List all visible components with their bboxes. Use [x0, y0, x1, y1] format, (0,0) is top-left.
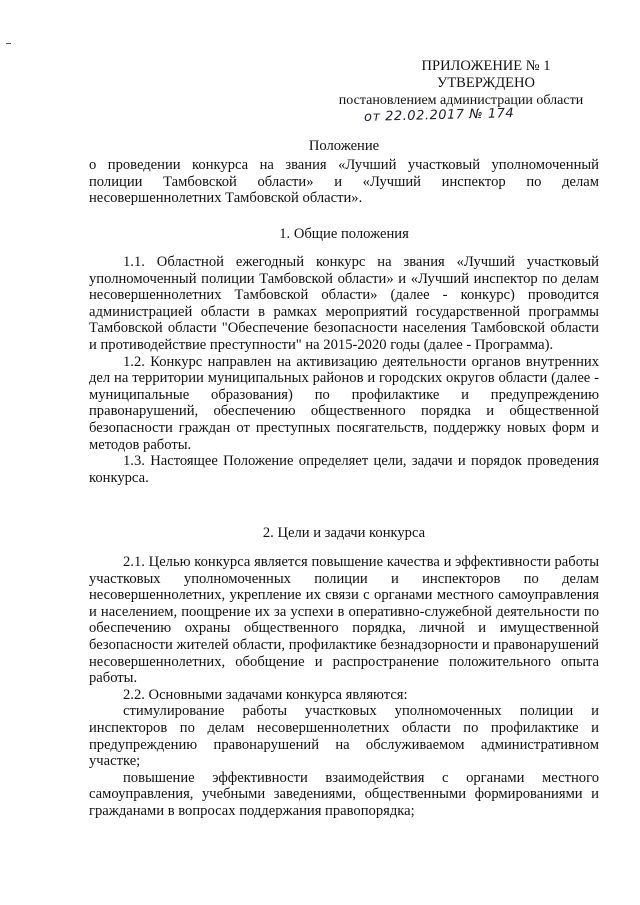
document-subtitle: о проведении конкурса на звания «Лучший участковый уполномоченный полиции Тамбовской области» и «Лучший инспектор по делам несовершеннолетних Тамбовской области». [89, 157, 599, 207]
handwritten-date: от 22.02.2017 № 174 [363, 106, 515, 125]
appendix-label: ПРИЛОЖЕНИЕ № 1 [421, 58, 551, 74]
section1-body [89, 254, 599, 486]
paragraph-1-1: 1.1. Областной ежегодный конкурс на звания «Лучший участковый уполномоченный полиции Тамбовской области» и «Лучший инспектор по делам несовершеннолетних Тамбовской области» (далее - конкурс) проводится администрацией области в рамках мероприятий государственной программы Тамбовской области "Обеспечение безопасности населения Тамбовской области и противодействие преступности" на 2015-2020 годы (далее - Программа). [89, 254, 599, 353]
section2-heading: 2. Цели и задачи конкурса [262, 525, 426, 541]
paragraph-2-3: стимулирование работы участковых уполномоченных полиции и инспекторов по делам несовершеннолетних области по профилактике и предупреждению правонарушений на обслуживаемом административном участке; [89, 703, 599, 770]
section1-heading: 1. Общие положения [279, 226, 409, 242]
resolution-label: постановлением администрации области [338, 93, 584, 108]
approval-block [330, 58, 598, 109]
paragraph-2-1: 2.1. Целью конкурса является повышение качества и эффективности работы участковых уполномоченных полиции и инспекторов по делам несовершеннолетних, укрепление их связи с органами местного самоуправления и населением, поощрение их за успехи в оперативно-служебной деятельности по обеспечению охраны общественного порядка, личной и имущественной безопасности жителей области, профилактике безнадзорности и правонарушений несовершеннолетних, обобщение и распространение положительного опыта работы. [89, 554, 599, 687]
paragraph-2-4: повышение эффективности взаимодействия с органами местного самоуправления, учебными заведениями, общественными формированиями и гражданами в вопросах поддержания правопорядка; [89, 769, 599, 819]
section2-body [89, 554, 599, 820]
paragraph-1-2: 1.2. Конкурс направлен на активизацию деятельности органов внутренних дел на территории муниципальных районов и городских округов области (далее - муниципальные образования) по профилактике и предупреждению правонарушений, обеспечению общественного порядка и общественной безопасности граждан от преступных посягательств, поддержку новых форм и методов работы. [89, 353, 599, 453]
paragraph-2-2: 2.2. Основными задачами конкурса являются: [123, 686, 408, 703]
margin-mark [6, 43, 11, 44]
paragraph-1-3: 1.3. Настоящее Положение определяет цели, задачи и порядок проведения конкурса. [89, 453, 599, 486]
approved-label: УТВЕРЖДЕНО [437, 75, 535, 91]
document-title: Положение [308, 138, 380, 154]
